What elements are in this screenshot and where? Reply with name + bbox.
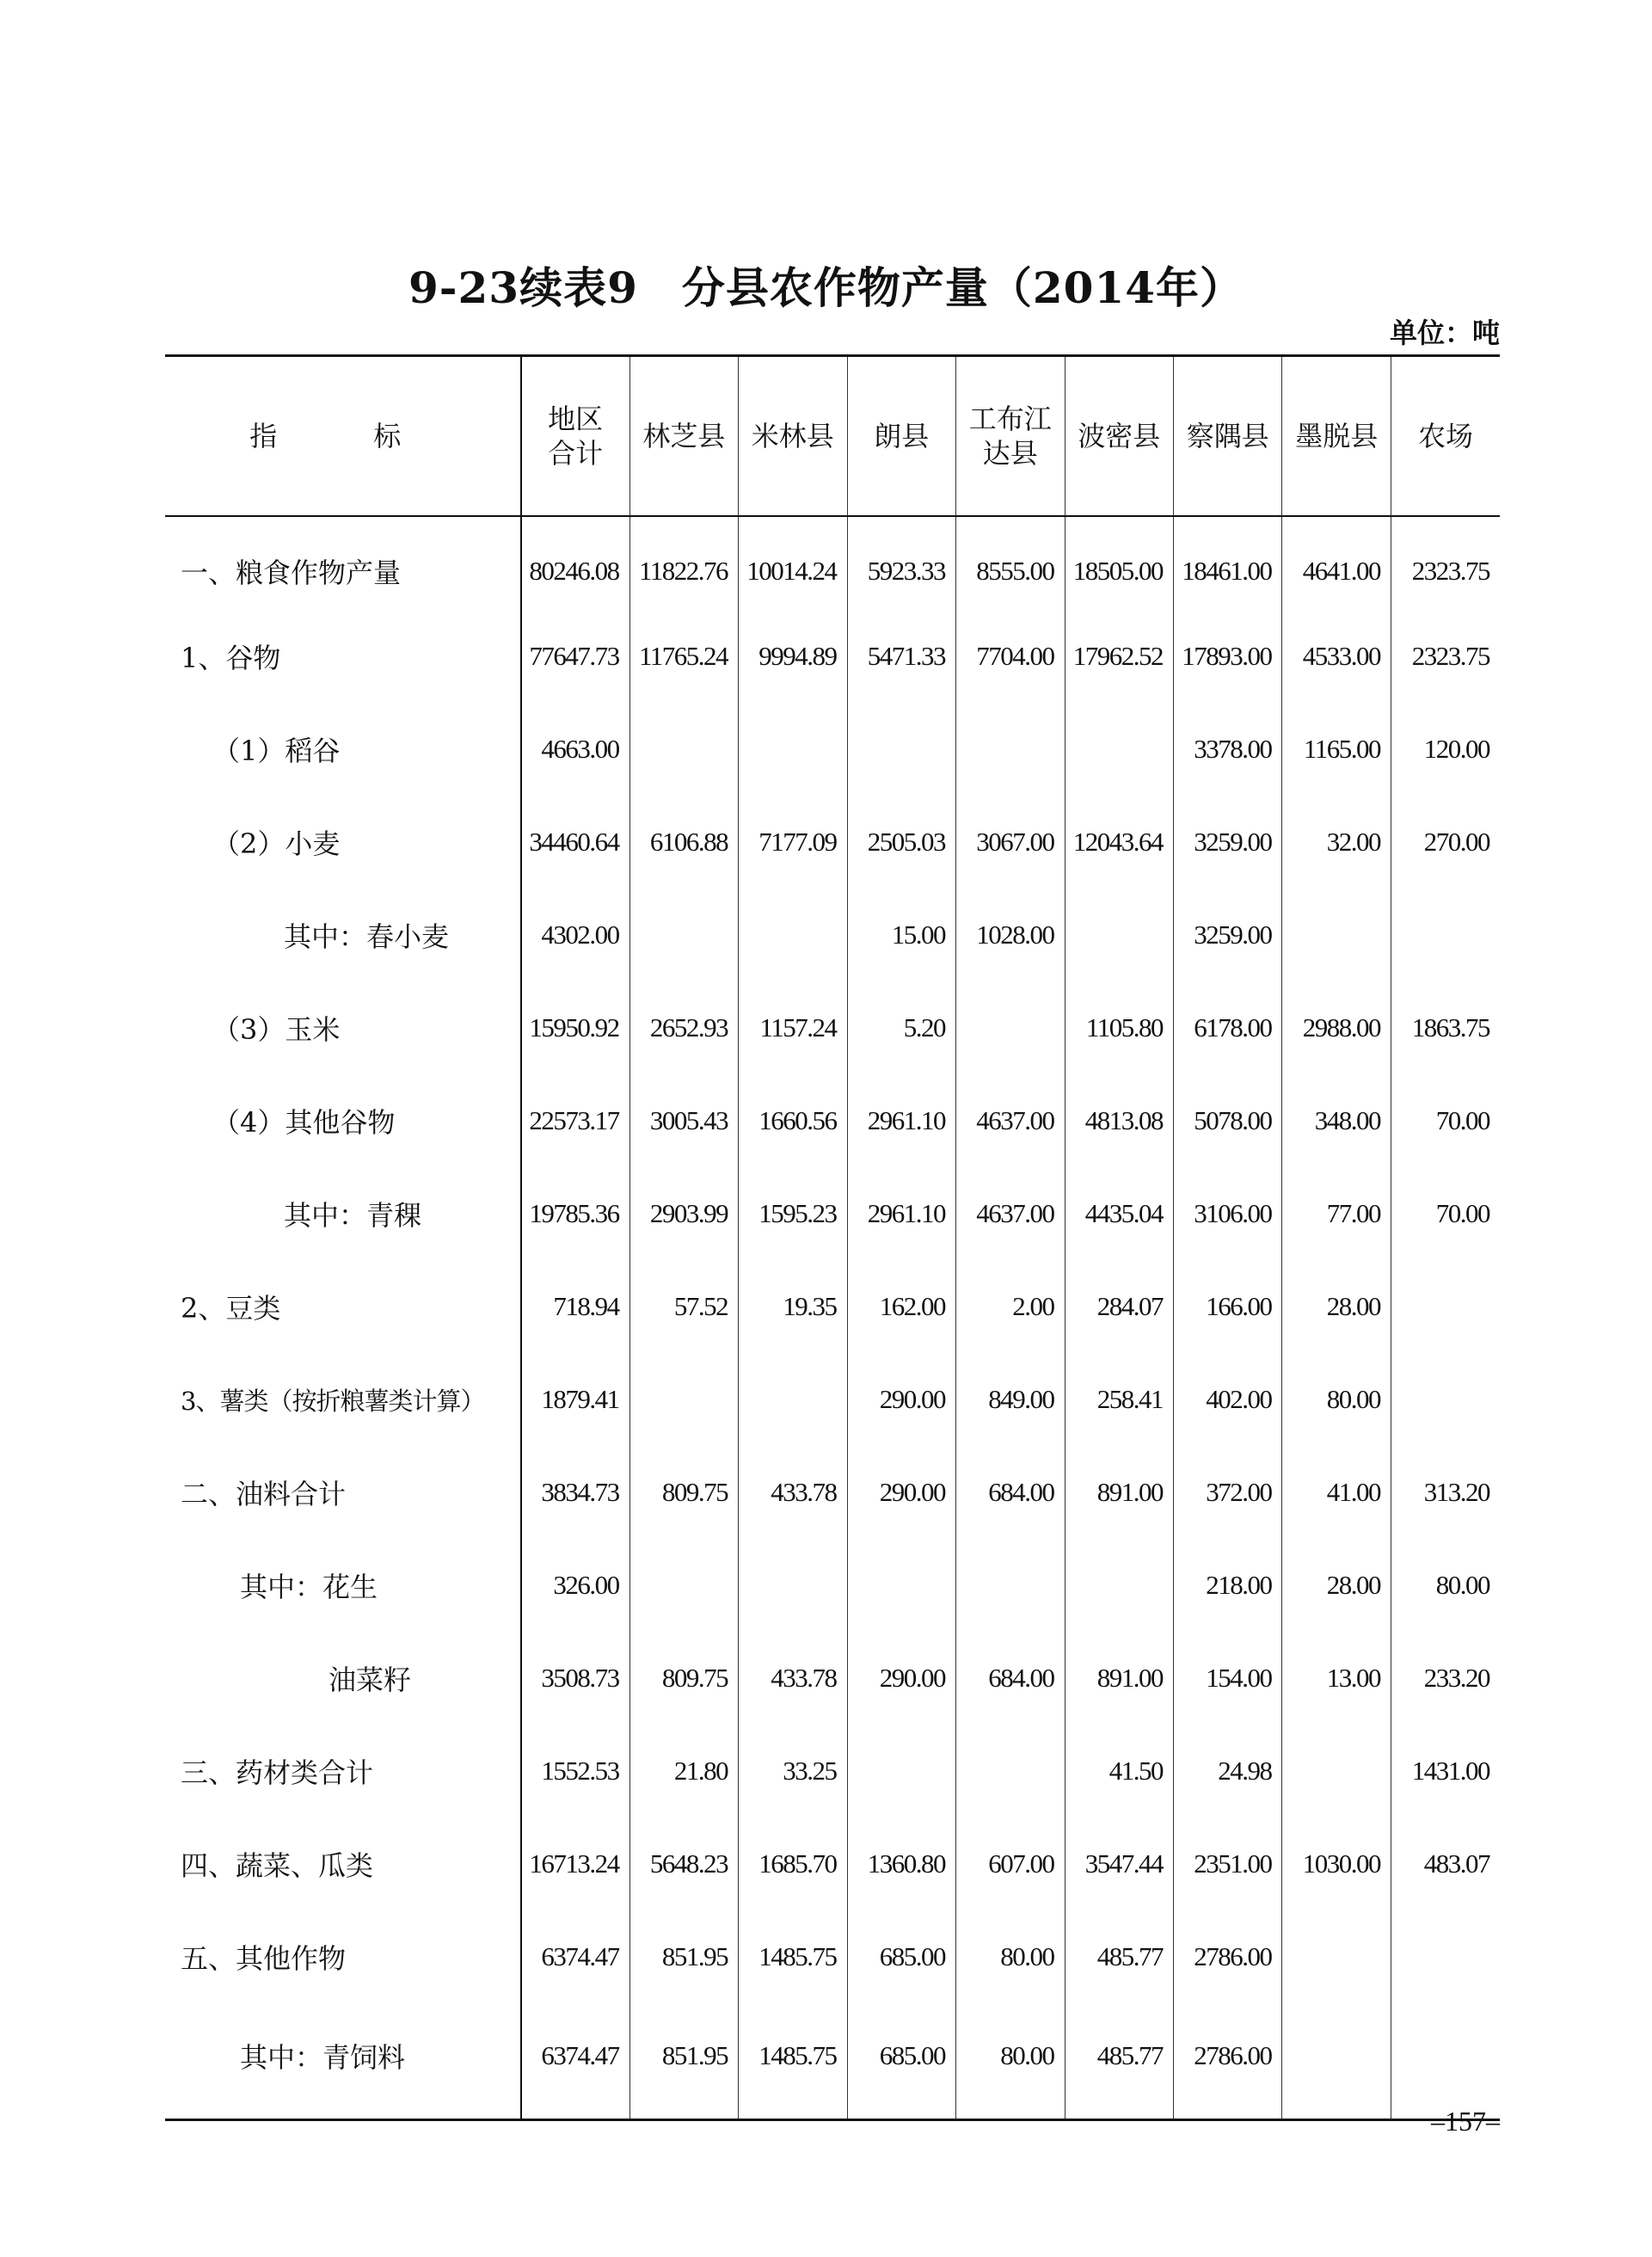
cell-value: 1360.80 xyxy=(847,1817,955,1910)
cell-value: 162.00 xyxy=(847,1260,955,1353)
cell-value: 41.50 xyxy=(1065,1725,1173,1817)
table-row xyxy=(165,610,1500,703)
cell-value xyxy=(956,981,1065,1074)
cell-value: 891.00 xyxy=(1065,1446,1173,1539)
cell-value: 6106.88 xyxy=(629,796,738,889)
cell-value xyxy=(1391,2003,1500,2120)
header-farm xyxy=(1391,356,1500,517)
cell-value: 166.00 xyxy=(1174,1260,1282,1353)
cell-value: 849.00 xyxy=(956,1353,1065,1446)
cell-value: 19785.36 xyxy=(521,1167,629,1260)
cell-value xyxy=(1282,1725,1391,1817)
cell-value: 348.00 xyxy=(1282,1074,1391,1167)
cell-value xyxy=(1065,703,1173,796)
cell-value: 402.00 xyxy=(1174,1353,1282,1446)
cell-value: 3547.44 xyxy=(1065,1817,1173,1910)
cell-value: 80.00 xyxy=(1282,1353,1391,1446)
row-label: 四、蔬菜、瓜类 xyxy=(165,1817,521,1910)
cell-value: 1660.56 xyxy=(739,1074,847,1167)
cell-value xyxy=(1282,1910,1391,2003)
table-row xyxy=(165,796,1500,889)
row-label: 2、豆类 xyxy=(165,1260,521,1353)
cell-value: 851.95 xyxy=(629,2003,738,2120)
cell-value: 483.07 xyxy=(1391,1817,1500,1910)
cell-value: 290.00 xyxy=(847,1446,955,1539)
table-row xyxy=(165,703,1500,796)
cell-value xyxy=(739,1539,847,1632)
cell-value: 290.00 xyxy=(847,1632,955,1725)
header-text: 林芝县 xyxy=(642,420,726,452)
cell-value: 1105.80 xyxy=(1065,981,1173,1074)
cell-value: 607.00 xyxy=(956,1817,1065,1910)
cell-value: 433.78 xyxy=(739,1446,847,1539)
cell-value: 7704.00 xyxy=(956,610,1065,703)
header-text: 朗县 xyxy=(874,420,930,452)
cell-value: 372.00 xyxy=(1174,1446,1282,1539)
cell-value: 2505.03 xyxy=(847,796,955,889)
table-row xyxy=(165,1446,1500,1539)
cell-value: 15.00 xyxy=(847,889,955,981)
table-row xyxy=(165,516,1500,610)
header-row xyxy=(165,356,1500,517)
cell-value xyxy=(956,1725,1065,1817)
cell-value xyxy=(1282,2003,1391,2120)
cell-value: 5923.33 xyxy=(847,516,955,610)
cell-value: 17893.00 xyxy=(1174,610,1282,703)
cell-value: 4435.04 xyxy=(1065,1167,1173,1260)
cell-value: 1165.00 xyxy=(1282,703,1391,796)
cell-value: 6178.00 xyxy=(1174,981,1282,1074)
cell-value: 4637.00 xyxy=(956,1167,1065,1260)
header-nang xyxy=(847,356,955,517)
table-row xyxy=(165,1260,1500,1353)
cell-value: 2988.00 xyxy=(1282,981,1391,1074)
cell-value: 15950.92 xyxy=(521,981,629,1074)
row-label: 其中：花生 xyxy=(165,1539,521,1632)
cell-value xyxy=(847,1539,955,1632)
cell-value: 258.41 xyxy=(1065,1353,1173,1446)
cell-value: 11822.76 xyxy=(629,516,738,610)
cell-value: 70.00 xyxy=(1391,1167,1500,1260)
cell-value: 19.35 xyxy=(739,1260,847,1353)
cell-value xyxy=(629,1353,738,1446)
cell-value xyxy=(629,1539,738,1632)
cell-value: 28.00 xyxy=(1282,1539,1391,1632)
row-label: 二、油料合计 xyxy=(165,1446,521,1539)
row-label: 一、粮食作物产量 xyxy=(165,516,521,610)
cell-value: 11765.24 xyxy=(629,610,738,703)
cell-value: 80246.08 xyxy=(521,516,629,610)
cell-value: 1863.75 xyxy=(1391,981,1500,1074)
table-row xyxy=(165,981,1500,1074)
cell-value: 5471.33 xyxy=(847,610,955,703)
header-medog xyxy=(1282,356,1391,517)
unit-label: 单位：吨 xyxy=(1389,317,1500,349)
cell-value xyxy=(847,1725,955,1817)
row-label: 其中：春小麦 xyxy=(165,889,521,981)
cell-value: 7177.09 xyxy=(739,796,847,889)
table-row xyxy=(165,1167,1500,1260)
header-text: 墨脱县 xyxy=(1295,420,1379,452)
cell-value: 313.20 xyxy=(1391,1446,1500,1539)
cell-value: 5648.23 xyxy=(629,1817,738,1910)
cell-value xyxy=(629,889,738,981)
cell-value: 218.00 xyxy=(1174,1539,1282,1632)
table-row xyxy=(165,1632,1500,1725)
cell-value: 270.00 xyxy=(1391,796,1500,889)
cell-value: 10014.24 xyxy=(739,516,847,610)
cell-value: 17962.52 xyxy=(1065,610,1173,703)
cell-value: 4663.00 xyxy=(521,703,629,796)
header-text: 波密县 xyxy=(1078,420,1161,452)
header-text: 工布江 达县 xyxy=(968,403,1052,470)
cell-value: 34460.64 xyxy=(521,796,629,889)
cell-value: 1552.53 xyxy=(521,1725,629,1817)
header-text: 地区 合计 xyxy=(548,403,604,470)
cell-value: 433.78 xyxy=(739,1632,847,1725)
header-district-total xyxy=(521,356,629,517)
table-row xyxy=(165,1817,1500,1910)
cell-value: 1485.75 xyxy=(739,2003,847,2120)
cell-value: 12043.64 xyxy=(1065,796,1173,889)
cell-value: 18505.00 xyxy=(1065,516,1173,610)
cell-value: 4813.08 xyxy=(1065,1074,1173,1167)
cell-value: 684.00 xyxy=(956,1446,1065,1539)
cell-value: 5078.00 xyxy=(1174,1074,1282,1167)
cell-value: 4302.00 xyxy=(521,889,629,981)
row-label: （4）其他谷物 xyxy=(165,1074,521,1167)
cell-value: 57.52 xyxy=(629,1260,738,1353)
cell-value: 3834.73 xyxy=(521,1446,629,1539)
cell-value: 4637.00 xyxy=(956,1074,1065,1167)
cell-value: 3005.43 xyxy=(629,1074,738,1167)
cell-value: 326.00 xyxy=(521,1539,629,1632)
row-label: 1、谷物 xyxy=(165,610,521,703)
cell-value xyxy=(1391,889,1500,981)
cell-value: 80.00 xyxy=(1391,1539,1500,1632)
header-text: 察隅县 xyxy=(1186,420,1269,452)
cell-value: 3259.00 xyxy=(1174,889,1282,981)
cell-value: 2961.10 xyxy=(847,1074,955,1167)
table-row xyxy=(165,1539,1500,1632)
cell-value xyxy=(1065,889,1173,981)
table-row xyxy=(165,1074,1500,1167)
page-number: –157– xyxy=(1431,2106,1500,2137)
cell-value: 3106.00 xyxy=(1174,1167,1282,1260)
cell-value xyxy=(1391,1353,1500,1446)
header-nyingchi xyxy=(629,356,738,517)
cell-value: 2786.00 xyxy=(1174,1910,1282,2003)
cell-value: 28.00 xyxy=(1282,1260,1391,1353)
cell-value: 233.20 xyxy=(1391,1632,1500,1725)
header-indicator: 指 标 xyxy=(165,356,521,517)
header-gongbo-gyamda xyxy=(956,356,1065,517)
cell-value xyxy=(739,703,847,796)
cell-value: 21.80 xyxy=(629,1725,738,1817)
cell-value: 685.00 xyxy=(847,2003,955,2120)
table-title: 9-23续表9 分县农作物产量（2014年） xyxy=(408,262,1244,313)
cell-value: 120.00 xyxy=(1391,703,1500,796)
cell-value: 809.75 xyxy=(629,1446,738,1539)
cell-value: 4641.00 xyxy=(1282,516,1391,610)
cell-value: 16713.24 xyxy=(521,1817,629,1910)
cell-value: 1157.24 xyxy=(739,981,847,1074)
cell-value: 3508.73 xyxy=(521,1632,629,1725)
cell-value: 2652.93 xyxy=(629,981,738,1074)
cell-value xyxy=(1065,1539,1173,1632)
cell-value: 684.00 xyxy=(956,1632,1065,1725)
cell-value: 80.00 xyxy=(956,2003,1065,2120)
cell-value: 13.00 xyxy=(1282,1632,1391,1725)
crop-production-table xyxy=(165,354,1500,2121)
table-row xyxy=(165,1910,1500,2003)
row-label: （2）小麦 xyxy=(165,796,521,889)
cell-value: 9994.89 xyxy=(739,610,847,703)
cell-value: 718.94 xyxy=(521,1260,629,1353)
cell-value: 1595.23 xyxy=(739,1167,847,1260)
cell-value: 6374.47 xyxy=(521,1910,629,2003)
row-label: 3、薯类（按折粮薯类计算） xyxy=(165,1353,521,1446)
cell-value: 685.00 xyxy=(847,1910,955,2003)
header-bomi xyxy=(1065,356,1173,517)
cell-value: 77647.73 xyxy=(521,610,629,703)
cell-value: 1685.70 xyxy=(739,1817,847,1910)
cell-value: 41.00 xyxy=(1282,1446,1391,1539)
cell-value: 154.00 xyxy=(1174,1632,1282,1725)
cell-value: 3067.00 xyxy=(956,796,1065,889)
row-label: 三、药材类合计 xyxy=(165,1725,521,1817)
cell-value xyxy=(956,1539,1065,1632)
header-zayu xyxy=(1174,356,1282,517)
cell-value: 3259.00 xyxy=(1174,796,1282,889)
cell-value xyxy=(1282,889,1391,981)
cell-value: 1485.75 xyxy=(739,1910,847,2003)
cell-value: 8555.00 xyxy=(956,516,1065,610)
cell-value: 851.95 xyxy=(629,1910,738,2003)
cell-value: 2323.75 xyxy=(1391,610,1500,703)
cell-value xyxy=(739,889,847,981)
cell-value: 18461.00 xyxy=(1174,516,1282,610)
cell-value: 2323.75 xyxy=(1391,516,1500,610)
cell-value: 22573.17 xyxy=(521,1074,629,1167)
cell-value xyxy=(1391,1910,1500,2003)
row-label: （3）玉米 xyxy=(165,981,521,1074)
cell-value: 2786.00 xyxy=(1174,2003,1282,2120)
cell-value: 33.25 xyxy=(739,1725,847,1817)
cell-value: 4533.00 xyxy=(1282,610,1391,703)
cell-value: 1879.41 xyxy=(521,1353,629,1446)
cell-value: 1030.00 xyxy=(1282,1817,1391,1910)
table-row xyxy=(165,889,1500,981)
cell-value: 80.00 xyxy=(956,1910,1065,2003)
cell-value: 5.20 xyxy=(847,981,955,1074)
row-label: 其中：青饲料 xyxy=(165,2003,521,2120)
cell-value: 2903.99 xyxy=(629,1167,738,1260)
cell-value: 1028.00 xyxy=(956,889,1065,981)
cell-value xyxy=(1391,1260,1500,1353)
cell-value: 485.77 xyxy=(1065,1910,1173,2003)
cell-value: 2961.10 xyxy=(847,1167,955,1260)
cell-value xyxy=(739,1353,847,1446)
table-row xyxy=(165,1353,1500,1446)
cell-value: 485.77 xyxy=(1065,2003,1173,2120)
header-text: 农场 xyxy=(1417,420,1473,452)
cell-value xyxy=(847,703,955,796)
cell-value: 809.75 xyxy=(629,1632,738,1725)
table-row xyxy=(165,2003,1500,2120)
row-label: 其中：青稞 xyxy=(165,1167,521,1260)
cell-value: 284.07 xyxy=(1065,1260,1173,1353)
cell-value xyxy=(956,703,1065,796)
cell-value xyxy=(629,703,738,796)
row-label: 油菜籽 xyxy=(165,1632,521,1725)
cell-value: 6374.47 xyxy=(521,2003,629,2120)
cell-value: 2.00 xyxy=(956,1260,1065,1353)
cell-value: 290.00 xyxy=(847,1353,955,1446)
cell-value: 77.00 xyxy=(1282,1167,1391,1260)
cell-value: 24.98 xyxy=(1174,1725,1282,1817)
row-label: 五、其他作物 xyxy=(165,1910,521,2003)
cell-value: 3378.00 xyxy=(1174,703,1282,796)
header-mainling xyxy=(739,356,847,517)
header-text: 米林县 xyxy=(751,420,834,452)
cell-value: 891.00 xyxy=(1065,1632,1173,1725)
cell-value: 70.00 xyxy=(1391,1074,1500,1167)
cell-value: 1431.00 xyxy=(1391,1725,1500,1817)
cell-value: 32.00 xyxy=(1282,796,1391,889)
cell-value: 2351.00 xyxy=(1174,1817,1282,1910)
row-label: （1）稻谷 xyxy=(165,703,521,796)
table-row xyxy=(165,1725,1500,1817)
